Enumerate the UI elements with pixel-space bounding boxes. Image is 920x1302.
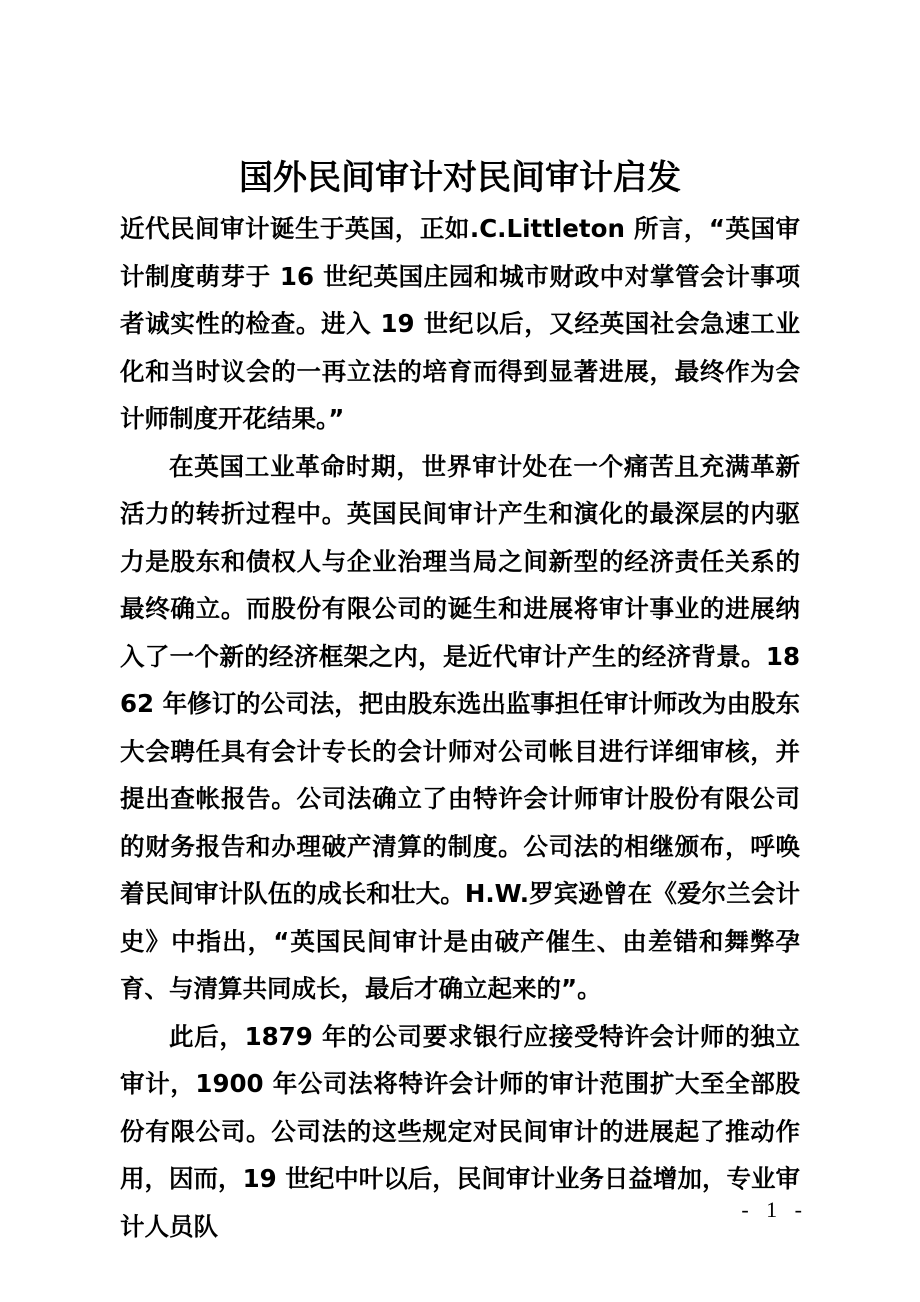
- paragraph-3: 此后，1879 年的公司要求银行应接受特许会计师的独立审计，1900 年公司法将特许会计师的审计范围扩大至全部股份有限公司。公司法的这些规定对民间审计的进展起了推动作用，因而，19 世纪中叶以后，民间审计业务日益增加，专业审计人员队: [120, 1021, 800, 1241]
- page-number: - 1 -: [741, 1197, 808, 1222]
- paragraph-2: 在英国工业革命时期，世界审计处在一个痛苦且充满革新活力的转折过程中。英国民间审计产生和演化的最深层的内驱力是股东和债权人与企业治理当局之间新型的经济责任关系的最终确立。而股份有限公司的诞生和进展将审计事业的进展纳入了一个新的经济框架之内，是近代审计产生的经济背景。1862 年修订的公司法，把由股东选出监事担任审计师改为由股东大会聘任具有会计专长的会计师对公司帐目进行详细审核，并提出查帐报告。公司法确立了由特许会计师审计股份有限公司的财务报告和办理破产清算的制度。公司法的相继颁布，呼唤着民间审计队伍的成长和壮大。H.W.罗宾逊曾在《爱尔兰会计史》中指出，“英国民间审计是由破产催生、由差错和舞弊孕育、与清算共同成长，最后才确立起来的”。: [120, 451, 800, 1003]
- page-title: 国外民间审计对民间审计启发: [239, 158, 681, 198]
- document-body: [120, 205, 800, 1250]
- paragraph-1: 近代民间审计诞生于英国，正如.C.Littleton 所言，“英国审计制度萌芽于 16 世纪英国庄园和城市财政中对掌管会计事项者诚实性的检查。进入 19 世纪以后，又经英国社会急速工业化和当时议会的一再立法的培育而得到显著进展，最终作为会计师制度开花结果。”: [120, 214, 800, 433]
